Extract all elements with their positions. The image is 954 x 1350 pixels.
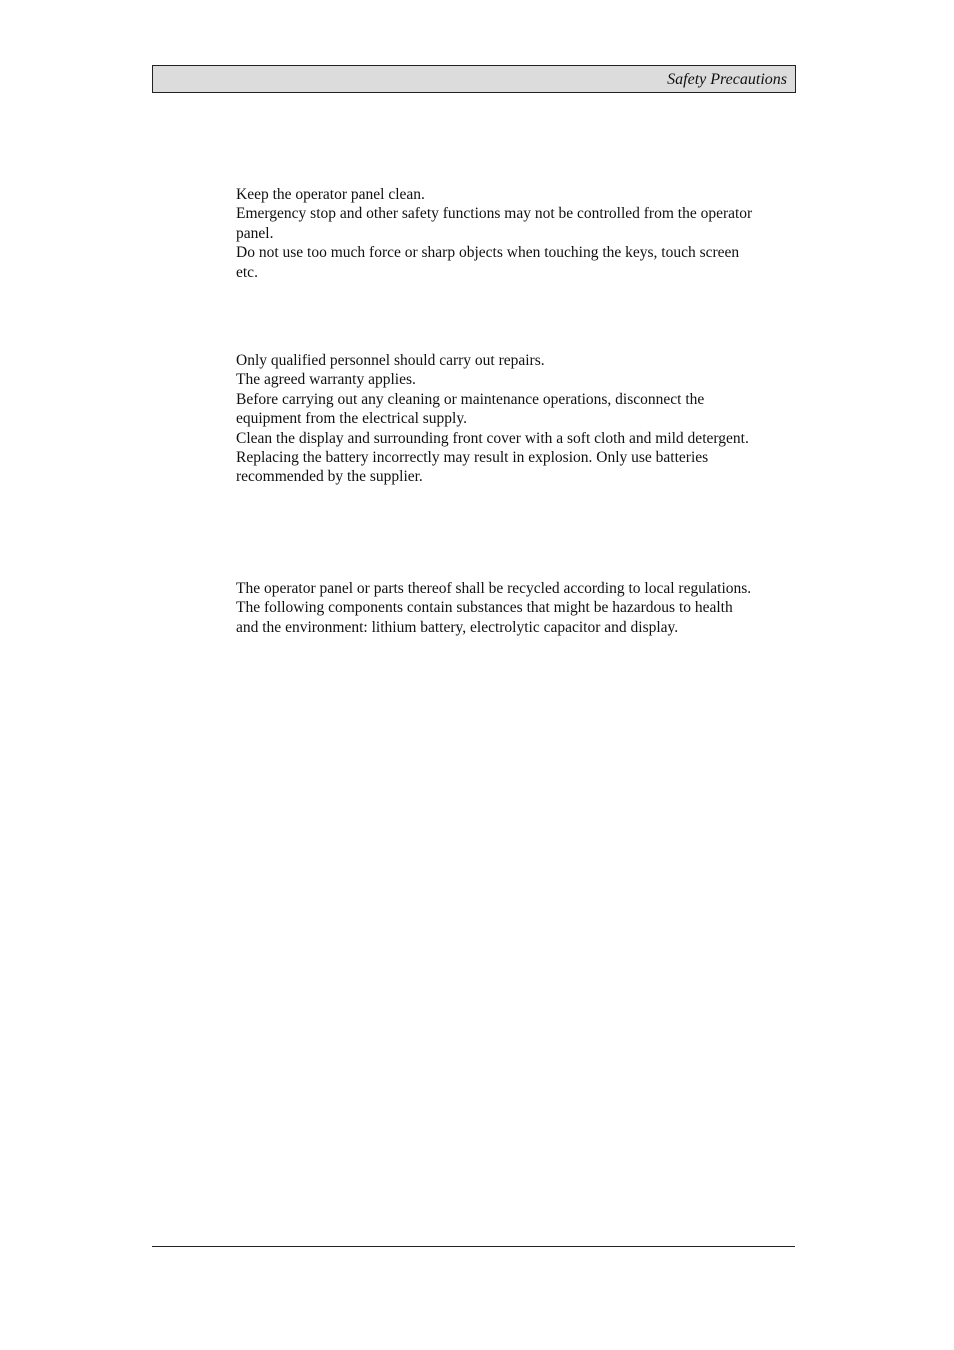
paragraph: The following components contain substances that might be hazardous to health and the environment: lithium battery, electrolytic capacitor and display. (236, 599, 733, 636)
paragraph: Replacing the battery incorrectly may result in explosion. Only use batteries recommended by the supplier. (236, 449, 709, 486)
paragraph: The agreed warranty applies. (236, 371, 416, 389)
paragraph: Do not use too much force or sharp objects when touching the keys, touch screen etc. (236, 244, 740, 281)
section-dismantling-scrapping (236, 579, 756, 637)
paragraph: The operator panel or parts thereof shall be recycled according to local regulations. (236, 580, 752, 597)
paragraph: Emergency stop and other safety functions may not be controlled from the operator panel. (236, 205, 753, 242)
paragraph: Keep the operator panel clean. (236, 186, 425, 203)
section-operation (236, 185, 756, 282)
paragraph: Only qualified personnel should carry out repairs. (236, 352, 545, 369)
paragraph: Before carrying out any cleaning or maintenance operations, disconnect the equipment from the electrical supply. (236, 390, 705, 428)
paragraph: Clean the display and surrounding front cover with a soft cloth and mild detergent. (236, 429, 749, 447)
page-header-bar (152, 65, 796, 93)
section-service-maintenance (236, 351, 756, 487)
page-header-title: Safety Precautions (667, 71, 787, 88)
footer-rule (152, 1246, 795, 1247)
